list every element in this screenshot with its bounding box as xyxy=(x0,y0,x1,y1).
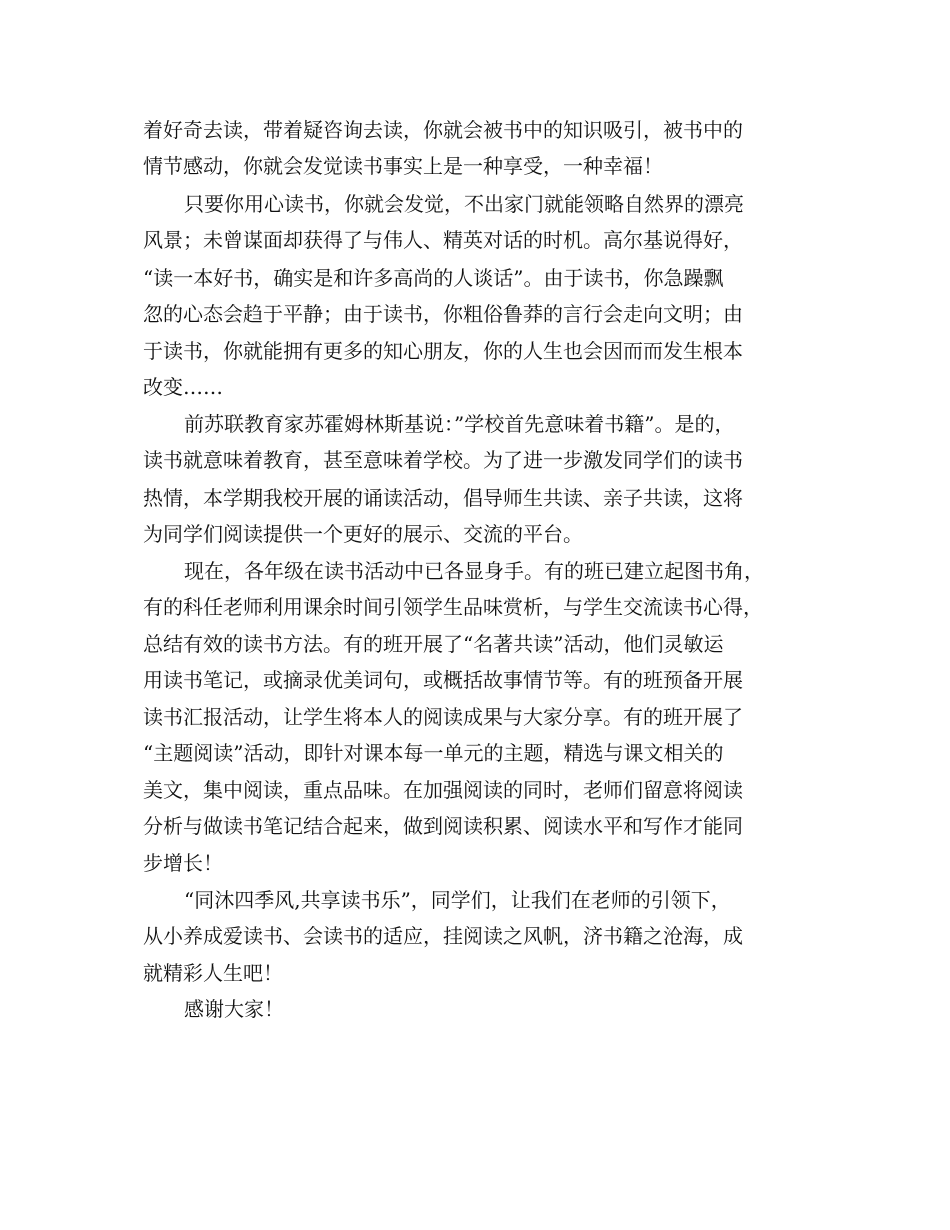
text-line: 用读书笔记，或摘录优美词句，或概括故事情节等。有的班预备开展 xyxy=(143,668,743,692)
text-line: 改变…… xyxy=(143,375,223,399)
text-line: 着好奇去读，带着疑咨询去读，你就会被书中的知识吸引，被书中的 xyxy=(143,118,743,142)
text-line: 读书就意味着教育，甚至意味着学校。为了进一步激发同学们的读书 xyxy=(143,448,743,472)
text-line: 为同学们阅读提供一个更好的展示、交流的平台。 xyxy=(143,522,583,546)
text-line: “主题阅读”活动，即针对课本每一单元的主题，精选与课文相关的 xyxy=(143,741,724,765)
text-line: 美文，集中阅读，重点品味。在加强阅读的同时，老师们留意将阅读 xyxy=(143,778,743,802)
text-line: 读书汇报活动，让学生将本人的阅读成果与大家分享。有的班开展了 xyxy=(143,705,743,729)
text-line: 前苏联教育家苏霍姆林斯基说：”学校首先意味着书籍”。是的， xyxy=(184,412,735,436)
text-line: 忽的心态会趋于平静；由于读书，你粗俗鲁莽的言行会走向文明；由 xyxy=(143,302,743,326)
text-line: 现在，各年级在读书活动中已各显身手。有的班已建立起图书角， xyxy=(184,559,764,583)
text-line: 总结有效的读书方法。有的班开展了“名著共读”活动，他们灵敏运 xyxy=(143,632,724,656)
text-line: 步增长！ xyxy=(143,851,223,875)
text-line: “读一本好书，确实是和许多高尚的人谈话”。由于读书，你急躁飘 xyxy=(143,266,724,290)
text-line: “同沐四季风,共享读书乐”，同学们，让我们在老师的引领下， xyxy=(184,888,731,912)
text-line: 有的科任老师利用课余时间引领学生品味赏析，与学生交流读书心得， xyxy=(143,595,763,619)
text-line: 从小养成爱读书、会读书的适应，挂阅读之风帆，济书籍之沧海，成 xyxy=(143,924,743,948)
text-line: 于读书，你就能拥有更多的知心朋友，你的人生也会因而而发生根本 xyxy=(143,339,743,363)
text-line: 只要你用心读书，你就会发觉，不出家门就能领略自然界的漂亮 xyxy=(184,192,744,216)
text-line: 感谢大家！ xyxy=(184,997,284,1021)
text-line: 热情，本学期我校开展的诵读活动，倡导师生共读、亲子共读，这将 xyxy=(143,486,743,510)
text-line: 情节感动，你就会发觉读书事实上是一种享受，一种幸福！ xyxy=(143,154,663,178)
text-line: 分析与做读书笔记结合起来，做到阅读积累、阅读水平和写作才能同 xyxy=(143,814,743,838)
text-line: 风景；未曾谋面却获得了与伟人、精英对话的时机。高尔基说得好， xyxy=(143,228,743,252)
text-line: 就精彩人生吧！ xyxy=(143,961,283,985)
